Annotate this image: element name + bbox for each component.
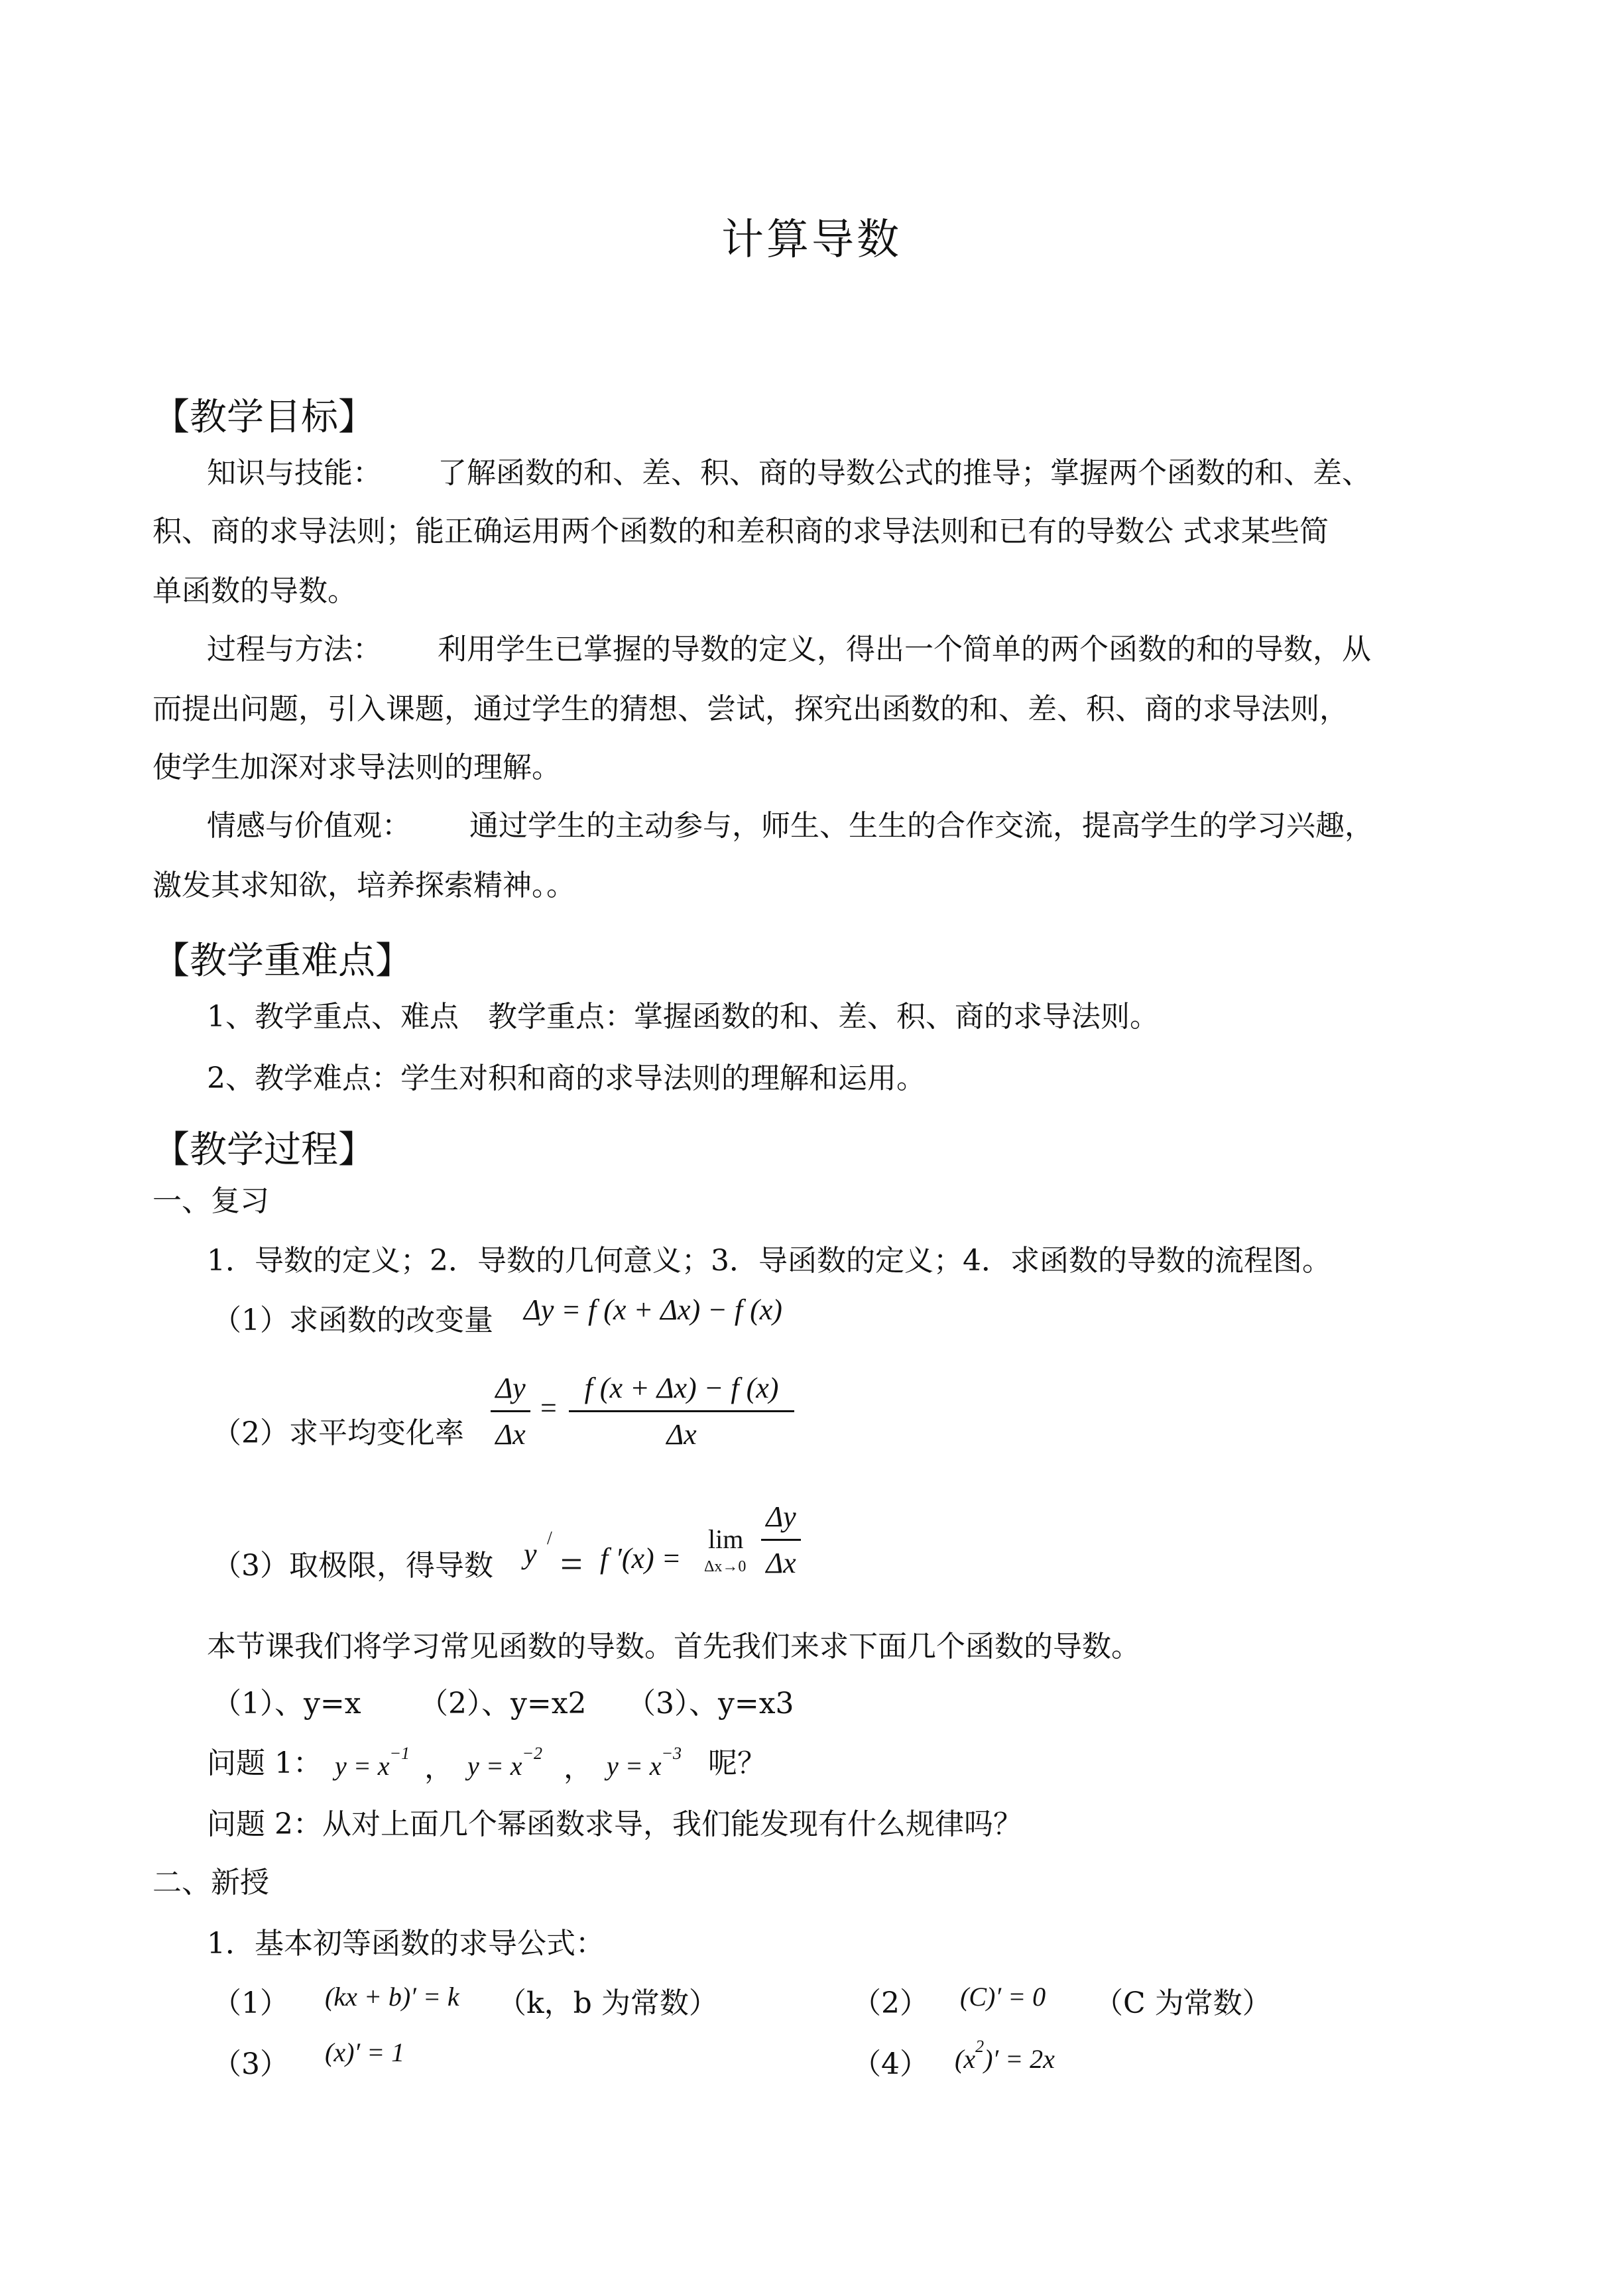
- formula-4-number: （4）: [852, 2047, 929, 2081]
- formula-1-note: （k，b 为常数）: [497, 1986, 718, 2020]
- objective-knowledge-text: 了解函数的和、差、积、商的导数公式的推导；掌握两个函数的和、差、: [438, 456, 1371, 490]
- objective-process-label: 过程与方法：: [207, 633, 382, 666]
- q1-comma-1: ，: [424, 1751, 453, 1785]
- step3-equals: =: [560, 1542, 583, 1586]
- q1-comma-2: ，: [564, 1751, 593, 1785]
- key-point-1: 1、教学重点、难点 教学重点：掌握函数的和、差、积、商的求导法则。: [207, 1000, 1159, 1034]
- question-2: 问题 2：从对上面几个幂函数求导，我们能发现有什么规律吗？: [207, 1807, 1022, 1841]
- q1-func-3-base: y = x: [607, 1751, 662, 1781]
- objective-emotion-label: 情感与价值观：: [207, 809, 411, 843]
- formula-4-exponent: 2: [975, 2037, 985, 2056]
- step2-rhs-fraction: [569, 1371, 794, 1451]
- step2-lhs-denominator: Δx: [495, 1418, 526, 1451]
- q1-func-3-exponent: −3: [661, 1744, 682, 1763]
- func-1: （1）、y=x: [212, 1687, 361, 1721]
- step2-rhs-denominator: Δx: [666, 1418, 697, 1451]
- fraction-bar: [491, 1410, 530, 1412]
- section-header-objectives: 【教学目标】: [152, 396, 375, 439]
- q1-func-2-exponent: −2: [522, 1744, 543, 1763]
- section-header-key-points: 【教学重难点】: [152, 939, 412, 983]
- step3-y: y: [524, 1538, 537, 1570]
- subsection-new: 二、新授: [152, 1866, 269, 1900]
- q1-func-1-exponent: −1: [389, 1744, 410, 1763]
- step3-lim: lim: [708, 1524, 744, 1554]
- objective-process-text: 利用学生已掌握的导数的定义，得出一个简单的两个函数的和的导数，从: [438, 633, 1371, 666]
- q1-func-3: [607, 1744, 682, 1782]
- fraction-bar: [569, 1410, 794, 1412]
- objective-emotion-text-2: 激发其求知欲，培养探索精神。。: [152, 869, 575, 902]
- formula-3: (x)′ = 1: [325, 2037, 405, 2067]
- step3-label: （3）取极限，得导数: [212, 1549, 493, 1583]
- objective-knowledge-text-3: 单函数的导数。: [152, 574, 357, 608]
- step3-numerator: Δy: [766, 1500, 796, 1533]
- step2-equals: =: [540, 1392, 557, 1424]
- page-title: 计算导数: [721, 215, 902, 265]
- step1-label: （1）求函数的改变量: [212, 1303, 493, 1337]
- fraction-bar: [761, 1539, 801, 1541]
- step2-lhs-fraction: [491, 1371, 530, 1451]
- formula-4-part-a: (x: [955, 2044, 976, 2074]
- review-line-1: 1．导数的定义；2．导数的几何意义；3．导函数的定义；4．求函数的导数的流程图。: [207, 1244, 1331, 1278]
- step3-fprime: f ′(x) =: [600, 1542, 682, 1575]
- intro-line: 本节课我们将学习常见函数的导数。首先我们来求下面几个函数的导数。: [207, 1630, 1140, 1663]
- step1-formula: Δy = f (x + Δx) − f (x): [524, 1294, 782, 1326]
- question-1-label: 问题 1：: [207, 1746, 322, 1780]
- objective-knowledge-text-2: 积、商的求导法则；能正确运用两个函数的和差积商的求导法则和已有的导数公 式求某些简: [152, 514, 1329, 548]
- q1-func-2-base: y = x: [467, 1751, 522, 1781]
- step2-lhs-numerator: Δy: [495, 1372, 526, 1404]
- formula-2-number: （2）: [852, 1986, 929, 2020]
- section-header-process: 【教学过程】: [152, 1128, 375, 1172]
- formula-4-part-b: )′ = 2x: [984, 2044, 1055, 2074]
- q1-func-2: [467, 1744, 542, 1782]
- step2-label: （2）求平均变化率: [212, 1416, 464, 1450]
- func-3: （3）、y=x3: [627, 1687, 794, 1721]
- objective-process-text-3: 使学生加深对求导法则的理解。: [152, 751, 561, 784]
- formula-1-number: （1）: [212, 1986, 289, 2020]
- objective-process-text-2: 而提出问题，引入课题，通过学生的猜想、尝试，探究出函数的和、差、积、商的求导法则，: [152, 692, 1349, 726]
- step2-rhs-numerator: f (x + Δx) − f (x): [584, 1372, 779, 1404]
- objective-knowledge-label: 知识与技能：: [207, 456, 382, 490]
- step3-prime: /: [547, 1528, 552, 1549]
- step3-fraction: [761, 1500, 801, 1580]
- objective-emotion-text: 通过学生的主动参与，师生、生生的合作交流，提高学生的学习兴趣，: [469, 809, 1374, 843]
- q1-func-1-base: y = x: [335, 1751, 390, 1781]
- q1-end: 呢？: [708, 1746, 766, 1780]
- formula-2: (C)′ = 0: [960, 1982, 1046, 2012]
- formula-3-number: （3）: [212, 2047, 289, 2081]
- step3-denominator: Δx: [766, 1547, 796, 1579]
- func-2: （2）、y=x2: [419, 1687, 587, 1721]
- key-point-2: 2、教学难点：学生对积和商的求导法则的理解和运用。: [207, 1061, 926, 1095]
- formula-intro: 1．基本初等函数的求导公式：: [207, 1927, 605, 1961]
- q1-func-1: [335, 1744, 410, 1782]
- subsection-review: 一、复习: [152, 1184, 269, 1218]
- formula-2-note: （C 为常数）: [1094, 1986, 1272, 2020]
- step3-lim-subscript: Δx→0: [704, 1558, 747, 1575]
- formula-1: (kx + b)′ = k: [325, 1982, 459, 2012]
- formula-4: [955, 2037, 1055, 2075]
